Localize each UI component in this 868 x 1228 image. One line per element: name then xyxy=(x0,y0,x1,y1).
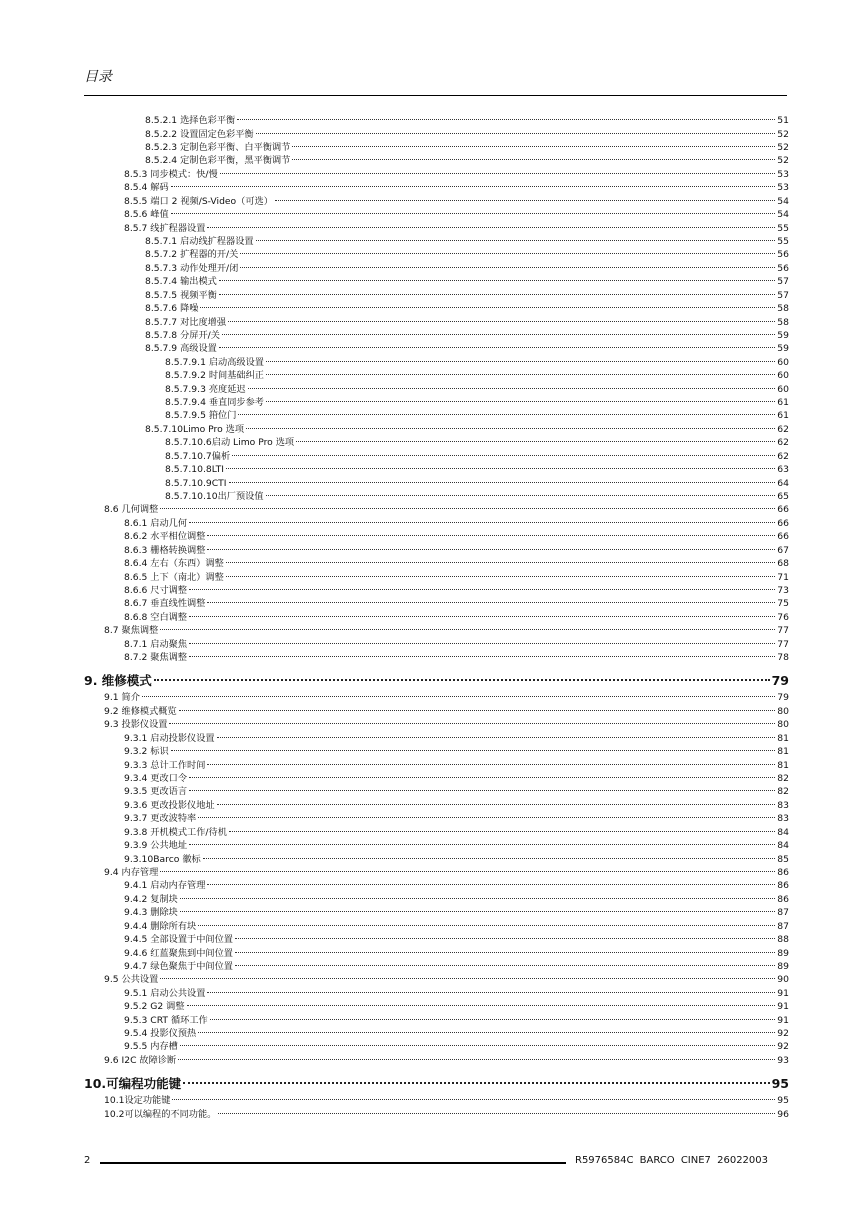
toc-entry[interactable] xyxy=(84,167,789,180)
toc-entry-label: 8.5.7.7 对比度增强 xyxy=(145,316,227,328)
toc-dot-leader xyxy=(218,1107,775,1114)
toc-entry-page: 62 xyxy=(777,423,789,435)
toc-entry-page: 68 xyxy=(777,558,789,570)
toc-entry-label: 9.5.3 CRT 循环工作 xyxy=(124,1014,208,1026)
toc-dot-leader xyxy=(229,475,776,482)
toc-entry-label: 8.6.4 左右（东西）调整 xyxy=(124,558,224,570)
toc-entry-label: 8.5.7.9 高级设置 xyxy=(145,343,217,355)
toc-entry[interactable] xyxy=(84,986,789,999)
toc-entry-label: 9.5.5 内存槽 xyxy=(124,1041,178,1053)
toc-entry-label: 8.5.7.4 输出模式 xyxy=(145,276,217,288)
toc-entry-page: 92 xyxy=(777,1028,789,1040)
toc-entry-label: 9.4.1 启动内存管理 xyxy=(124,880,206,892)
toc-dot-leader xyxy=(189,784,775,791)
toc-entry-page: 95 xyxy=(777,1095,789,1107)
toc-dot-leader xyxy=(189,771,775,778)
toc-entry-page: 58 xyxy=(777,316,789,328)
toc-entry-page: 84 xyxy=(777,826,789,838)
toc-dot-leader xyxy=(160,623,775,630)
toc-entry-page: 80 xyxy=(777,719,789,731)
toc-entry[interactable] xyxy=(84,569,789,582)
toc-entry-page: 57 xyxy=(777,289,789,301)
toc-dot-leader xyxy=(266,355,775,362)
toc-entry-label: 8.5.7.9.2 时间基础纠正 xyxy=(165,370,264,382)
toc-dot-leader xyxy=(217,731,776,738)
toc-entry-page: 60 xyxy=(777,370,789,382)
toc-entry-page: 57 xyxy=(777,276,789,288)
toc-entry-page: 53 xyxy=(777,182,789,194)
toc-entry[interactable] xyxy=(84,328,789,341)
toc-dot-leader xyxy=(189,650,775,657)
toc-entry-label: 8.5.7.10Limo Pro 选项 xyxy=(145,423,245,435)
toc-entry[interactable] xyxy=(84,287,789,300)
toc-entry[interactable] xyxy=(84,355,789,368)
toc-entry[interactable] xyxy=(84,529,789,542)
toc-entry-page: 59 xyxy=(777,329,789,341)
toc-dot-leader xyxy=(235,932,775,939)
toc-entry[interactable] xyxy=(84,811,789,824)
toc-entry-label: 8.5.7.9.4 垂直同步参考 xyxy=(165,397,264,409)
toc-entry[interactable] xyxy=(84,234,789,247)
toc-dot-leader xyxy=(142,690,775,697)
toc-entry[interactable] xyxy=(84,972,789,985)
toc-entry[interactable] xyxy=(84,650,789,663)
toc-entry-page: 58 xyxy=(777,303,789,315)
toc-entry-page: 86 xyxy=(777,893,789,905)
toc-entry-label: 9.3.2 标识 xyxy=(124,746,169,758)
toc-dot-leader xyxy=(207,878,775,885)
toc-dot-leader xyxy=(160,865,775,872)
toc-entry[interactable] xyxy=(84,798,789,811)
toc-dot-leader xyxy=(207,543,775,550)
toc-dot-leader xyxy=(169,717,775,724)
toc-dot-leader xyxy=(220,167,776,174)
toc-entry-label: 8.5.7.10.8LTI xyxy=(165,464,224,476)
toc-entry-page: 78 xyxy=(777,652,789,664)
toc-entry[interactable] xyxy=(84,1107,789,1120)
toc-entry[interactable] xyxy=(84,865,789,878)
toc-entry-page: 62 xyxy=(777,437,789,449)
toc-entry-page: 62 xyxy=(777,450,789,462)
toc-dot-leader xyxy=(189,636,775,643)
toc-dot-leader xyxy=(172,1093,775,1100)
toc-dot-leader xyxy=(207,986,775,993)
toc-entry-page: 52 xyxy=(777,155,789,167)
toc-entry-page: 56 xyxy=(777,249,789,261)
toc-entry-label: 9.3.8 开机模式工作/待机 xyxy=(124,826,227,838)
toc-entry[interactable] xyxy=(84,462,789,475)
toc-entry[interactable] xyxy=(84,583,789,596)
toc-entry-page: 79 xyxy=(777,692,789,704)
footer-document-info: R5976584C BARCO CINE7 26022003 xyxy=(575,1155,768,1166)
toc-entry-label: 8.5.7.9.1 启动高级设置 xyxy=(165,356,264,368)
toc-dot-leader xyxy=(240,261,775,268)
toc-entry-label: 9.5.4 投影仪预热 xyxy=(124,1028,197,1040)
toc-entry[interactable] xyxy=(84,610,789,623)
footer-divider xyxy=(100,1162,566,1164)
toc-entry-page: 83 xyxy=(777,799,789,811)
toc-entry[interactable] xyxy=(84,771,789,784)
toc-dot-leader xyxy=(229,825,775,832)
toc-dot-leader xyxy=(219,287,775,294)
toc-entry[interactable] xyxy=(84,744,789,757)
toc-entry-page: 91 xyxy=(777,987,789,999)
toc-entry[interactable] xyxy=(84,422,789,435)
toc-entry-page: 63 xyxy=(777,464,789,476)
toc-dot-leader xyxy=(246,422,775,429)
toc-entry[interactable] xyxy=(84,596,789,609)
toc-entry-page: 86 xyxy=(777,866,789,878)
toc-entry-label: 8.7 聚焦调整 xyxy=(104,625,159,637)
toc-entry[interactable] xyxy=(84,892,789,905)
toc-dot-leader xyxy=(226,569,775,576)
toc-entry-label: 9.3.9 公共地址 xyxy=(124,840,188,852)
toc-entry-label: 8.6.1 启动几何 xyxy=(124,517,188,529)
toc-dot-leader xyxy=(207,529,775,536)
toc-entry-page: 54 xyxy=(777,209,789,221)
toc-entry-label: 9.3.4 更改口令 xyxy=(124,773,188,785)
toc-entry-label: 9.4.5 全部设置于中间位置 xyxy=(124,934,233,946)
toc-entry-label: 8.5.3 同步模式：快/慢 xyxy=(124,168,218,180)
toc-entry-page: 61 xyxy=(777,397,789,409)
toc-entry-page: 87 xyxy=(777,920,789,932)
toc-entry-page: 56 xyxy=(777,262,789,274)
toc-entry[interactable] xyxy=(84,704,789,717)
toc-entry-label: 8.6.3 栅格转换调整 xyxy=(124,544,206,556)
toc-dot-leader xyxy=(189,516,775,523)
toc-entry[interactable] xyxy=(84,153,789,166)
toc-dot-leader xyxy=(171,180,776,187)
toc-entry[interactable] xyxy=(84,825,789,838)
toc-entry-page: 82 xyxy=(777,773,789,785)
table-of-contents xyxy=(84,113,789,1120)
toc-entry[interactable] xyxy=(84,516,789,529)
toc-entry[interactable] xyxy=(84,918,789,931)
toc-dot-leader xyxy=(266,489,776,496)
toc-entry-label: 8.6.8 空白调整 xyxy=(124,611,188,623)
toc-entry[interactable] xyxy=(84,717,789,730)
toc-entry-label: 8.5.2.2 设置固定色彩平衡 xyxy=(145,128,254,140)
toc-entry-page: 86 xyxy=(777,880,789,892)
toc-dot-leader xyxy=(160,972,775,979)
toc-entry[interactable] xyxy=(84,1039,789,1052)
toc-entry-page: 85 xyxy=(777,853,789,865)
toc-entry-page: 54 xyxy=(777,195,789,207)
toc-entry-page: 71 xyxy=(777,571,789,583)
toc-entry-label: 9.3.5 更改语言 xyxy=(124,786,188,798)
toc-entry-label: 8.5.7.10.7偏析 xyxy=(165,450,231,462)
toc-entry-page: 82 xyxy=(777,786,789,798)
toc-dot-leader xyxy=(178,1053,775,1060)
toc-dot-leader xyxy=(189,583,775,590)
toc-entry[interactable] xyxy=(84,999,789,1012)
toc-entry-label: 9.4.6 红蓝聚焦到中间位置 xyxy=(124,947,233,959)
toc-dot-leader xyxy=(154,670,770,681)
toc-entry-label: 9.4.4 删除所有块 xyxy=(124,920,197,932)
toc-entry-page: 83 xyxy=(777,813,789,825)
toc-entry-label: 8.6.7 垂直线性调整 xyxy=(124,598,206,610)
toc-dot-leader xyxy=(207,220,775,227)
toc-dot-leader xyxy=(219,341,775,348)
toc-dot-leader xyxy=(238,408,775,415)
toc-entry-label: 8.6 几何调整 xyxy=(104,504,159,516)
toc-entry-page: 81 xyxy=(777,746,789,758)
toc-entry-label: 8.5.2.1 选择色彩平衡 xyxy=(145,115,236,127)
toc-entry-page: 67 xyxy=(777,544,789,556)
toc-entry[interactable] xyxy=(84,341,789,354)
toc-entry-label: 9.2 维修模式概览 xyxy=(104,705,177,717)
toc-dot-leader xyxy=(237,113,775,120)
toc-entry[interactable] xyxy=(84,408,789,421)
toc-entry[interactable] xyxy=(84,784,789,797)
toc-entry-label: 9.1 简介 xyxy=(104,692,140,704)
toc-dot-leader xyxy=(203,851,776,858)
toc-dot-leader xyxy=(256,234,776,241)
toc-dot-leader xyxy=(179,704,776,711)
toc-dot-leader xyxy=(226,556,775,563)
toc-entry[interactable] xyxy=(84,475,789,488)
toc-entry-label: 8.5.7.10.10出厂预设值 xyxy=(165,491,264,502)
toc-entry-label: 8.5.6 峰值 xyxy=(124,209,169,221)
toc-dot-leader xyxy=(189,838,775,845)
toc-dot-leader xyxy=(228,314,775,321)
toc-entry-page: 55 xyxy=(777,235,789,247)
toc-entry-label: 8.5.7.10.6启动 Limo Pro 选项 xyxy=(165,437,295,449)
toc-entry[interactable] xyxy=(84,556,789,569)
toc-entry-page: 80 xyxy=(777,705,789,717)
toc-entry-label: 9.3.6 更改投影仪地址 xyxy=(124,799,215,811)
toc-entry-page: 59 xyxy=(777,343,789,355)
toc-entry[interactable] xyxy=(84,838,789,851)
toc-entry-label: 8.6.5 上下（南北）调整 xyxy=(124,571,224,583)
toc-entry[interactable] xyxy=(84,261,789,274)
toc-entry-label: 9.3.7 更改波特率 xyxy=(124,813,197,825)
toc-entry-page: 76 xyxy=(777,611,789,623)
toc-dot-leader xyxy=(266,368,775,375)
toc-entry-label: 8.5.7.1 启动线扩程器设置 xyxy=(145,235,254,247)
toc-entry[interactable] xyxy=(84,247,789,260)
toc-dot-leader xyxy=(198,811,775,818)
toc-entry[interactable] xyxy=(84,207,789,220)
toc-entry[interactable] xyxy=(84,1012,789,1025)
toc-dot-leader xyxy=(180,1039,775,1046)
toc-entry[interactable] xyxy=(84,140,789,153)
toc-entry-label: 9.4.2 复制块 xyxy=(124,893,178,905)
toc-dot-leader xyxy=(207,596,775,603)
toc-entry-page: 60 xyxy=(777,356,789,368)
toc-dot-leader xyxy=(292,140,775,147)
toc-entry-label: 8.5.7 线扩程器设置 xyxy=(124,222,206,234)
toc-entry-page: 60 xyxy=(777,383,789,395)
toc-dot-leader xyxy=(292,153,775,160)
toc-entry[interactable] xyxy=(84,314,789,327)
toc-entry-page: 81 xyxy=(777,732,789,744)
toc-entry-page: 91 xyxy=(777,1014,789,1026)
toc-entry-page: 92 xyxy=(777,1041,789,1053)
toc-entry-page: 91 xyxy=(777,1001,789,1013)
toc-entry[interactable] xyxy=(84,945,789,958)
toc-dot-leader xyxy=(187,999,776,1006)
toc-dot-leader xyxy=(160,502,775,509)
toc-entry[interactable] xyxy=(84,126,789,139)
toc-dot-leader xyxy=(235,945,775,952)
toc-entry[interactable] xyxy=(84,435,789,448)
toc-entry[interactable] xyxy=(84,905,789,918)
toc-entry-page: 96 xyxy=(777,1108,789,1120)
toc-dot-leader xyxy=(180,892,775,899)
toc-entry[interactable] xyxy=(84,1053,789,1066)
toc-entry-label: 8.6.2 水平相位调整 xyxy=(124,531,206,543)
toc-dot-leader xyxy=(198,918,775,925)
toc-dot-leader xyxy=(296,435,775,442)
toc-entry[interactable] xyxy=(84,381,789,394)
toc-entry-page: 73 xyxy=(777,584,789,596)
toc-entry-page: 84 xyxy=(777,840,789,852)
toc-entry-label: 8.5.7.9.5 箝位门 xyxy=(165,410,237,422)
toc-dot-leader xyxy=(266,395,775,402)
toc-entry-label: 9.4 内存管理 xyxy=(104,866,159,878)
toc-entry-label: 9.3.10Barco 徽标 xyxy=(124,853,201,865)
toc-entry[interactable] xyxy=(84,449,789,462)
toc-entry-label: 9. 维修模式 xyxy=(84,672,152,688)
toc-entry[interactable] xyxy=(84,543,789,556)
toc-entry-label: 9.5.2 G2 调整 xyxy=(124,1001,185,1013)
toc-dot-leader xyxy=(219,274,775,281)
toc-dot-leader xyxy=(226,462,775,469)
toc-entry-label: 9.3.3 总计工作时间 xyxy=(124,759,206,771)
toc-entry-label: 9.6 I2C 故障诊断 xyxy=(104,1054,177,1066)
toc-dot-leader xyxy=(222,328,775,335)
toc-entry-label: 8.5.7.9.3 亮度延迟 xyxy=(165,383,246,395)
toc-dot-leader xyxy=(256,126,776,133)
toc-entry[interactable] xyxy=(84,959,789,972)
toc-entry[interactable] xyxy=(84,757,789,770)
toc-entry-label: 10.1设定功能键 xyxy=(104,1095,171,1107)
toc-entry-page: 52 xyxy=(777,128,789,140)
toc-entry-label: 9.4.3 删除块 xyxy=(124,907,178,919)
toc-dot-leader xyxy=(217,798,776,805)
toc-dot-leader xyxy=(232,449,775,456)
toc-entry-label: 8.5.7.6 降噪 xyxy=(145,303,199,315)
toc-entry[interactable] xyxy=(84,851,789,864)
toc-entry[interactable] xyxy=(84,878,789,891)
toc-entry-label: 8.6.6 尺寸调整 xyxy=(124,584,188,596)
toc-entry[interactable] xyxy=(84,690,789,703)
toc-entry[interactable] xyxy=(84,220,789,233)
toc-entry[interactable] xyxy=(84,368,789,381)
toc-entry-page: 65 xyxy=(777,491,789,502)
toc-dot-leader xyxy=(275,194,775,201)
toc-entry-label: 8.5.7.3 动作处理开/闭 xyxy=(145,262,239,274)
toc-dot-leader xyxy=(200,301,775,308)
toc-entry-page: 88 xyxy=(777,934,789,946)
toc-dot-leader xyxy=(171,744,776,751)
toc-dot-leader xyxy=(240,247,775,254)
toc-entry-label: 8.5.4 解码 xyxy=(124,182,169,194)
toc-chapter-entry[interactable] xyxy=(84,1073,789,1093)
page-header-title: 目录 xyxy=(84,69,112,85)
toc-entry[interactable] xyxy=(84,395,789,408)
toc-entry-label: 10.可编程功能键 xyxy=(84,1075,182,1091)
toc-entry-label: 9.4.7 绿色聚焦于中间位置 xyxy=(124,960,233,972)
footer-page-number: 2 xyxy=(84,1155,91,1166)
toc-entry-page: 79 xyxy=(771,672,789,688)
toc-entry-page: 66 xyxy=(777,531,789,543)
toc-entry[interactable] xyxy=(84,636,789,649)
toc-entry[interactable] xyxy=(84,502,789,515)
toc-entry-label: 8.5.2.3 定制色彩平衡、白平衡调节 xyxy=(145,142,291,154)
toc-entry-page: 95 xyxy=(771,1075,789,1091)
toc-entry-label: 9.3.1 启动投影仪设置 xyxy=(124,732,215,744)
toc-entry-page: 89 xyxy=(777,960,789,972)
toc-entry-label: 9.5 公共设置 xyxy=(104,974,159,986)
toc-entry[interactable] xyxy=(84,489,789,502)
toc-chapter-entry[interactable] xyxy=(84,670,789,690)
toc-entry-page: 87 xyxy=(777,907,789,919)
toc-entry-label: 8.5.7.5 视频平衡 xyxy=(145,289,217,301)
toc-entry-page: 66 xyxy=(777,517,789,529)
toc-entry-page: 64 xyxy=(777,477,789,489)
toc-dot-leader xyxy=(189,610,775,617)
toc-entry-label: 9.5.1 启动公共设置 xyxy=(124,987,206,999)
toc-entry-label: 8.5.5 端口 2 视频/S-Video（可选） xyxy=(124,195,273,207)
toc-dot-leader xyxy=(180,905,775,912)
toc-entry-page: 55 xyxy=(777,222,789,234)
toc-dot-leader xyxy=(248,381,776,388)
toc-entry-label: 8.5.7.8 分屏开/关 xyxy=(145,329,220,341)
toc-entry-label: 8.5.7.2 扩程器的开/关 xyxy=(145,249,239,261)
toc-dot-leader xyxy=(210,1012,776,1019)
toc-entry-page: 81 xyxy=(777,759,789,771)
toc-entry-page: 77 xyxy=(777,625,789,637)
toc-entry[interactable] xyxy=(84,731,789,744)
toc-dot-leader xyxy=(183,1073,769,1084)
toc-entry-page: 77 xyxy=(777,638,789,650)
toc-entry[interactable] xyxy=(84,1026,789,1039)
toc-entry[interactable] xyxy=(84,932,789,945)
toc-entry-label: 8.7.1 启动聚焦 xyxy=(124,638,188,650)
toc-entry-page: 90 xyxy=(777,974,789,986)
header-divider xyxy=(84,95,787,96)
toc-entry-label: 10.2可以编程的不同功能。 xyxy=(104,1108,217,1120)
toc-entry[interactable] xyxy=(84,623,789,636)
toc-dot-leader xyxy=(235,959,775,966)
toc-entry-page: 89 xyxy=(777,947,789,959)
toc-entry[interactable] xyxy=(84,1093,789,1106)
toc-entry[interactable] xyxy=(84,274,789,287)
toc-entry[interactable] xyxy=(84,301,789,314)
toc-dot-leader xyxy=(207,757,775,764)
toc-entry-label: 8.7.2 聚焦调整 xyxy=(124,652,188,664)
toc-entry-page: 52 xyxy=(777,142,789,154)
toc-dot-leader xyxy=(198,1026,775,1033)
toc-entry-label: 8.5.2.4 定制色彩平衡，黑平衡调节 xyxy=(145,155,291,167)
toc-entry-label: 8.5.7.10.9CTI xyxy=(165,477,227,489)
toc-entry-page: 61 xyxy=(777,410,789,422)
toc-entry[interactable] xyxy=(84,180,789,193)
toc-dot-leader xyxy=(171,207,776,214)
toc-entry-page: 53 xyxy=(777,168,789,180)
toc-entry-page: 51 xyxy=(777,115,789,127)
toc-entry-page: 75 xyxy=(777,598,789,610)
toc-entry[interactable] xyxy=(84,113,789,126)
toc-entry-page: 66 xyxy=(777,504,789,516)
toc-entry[interactable] xyxy=(84,194,789,207)
toc-entry-label: 9.3 投影仪设置 xyxy=(104,719,168,731)
toc-entry-page: 93 xyxy=(777,1054,789,1066)
